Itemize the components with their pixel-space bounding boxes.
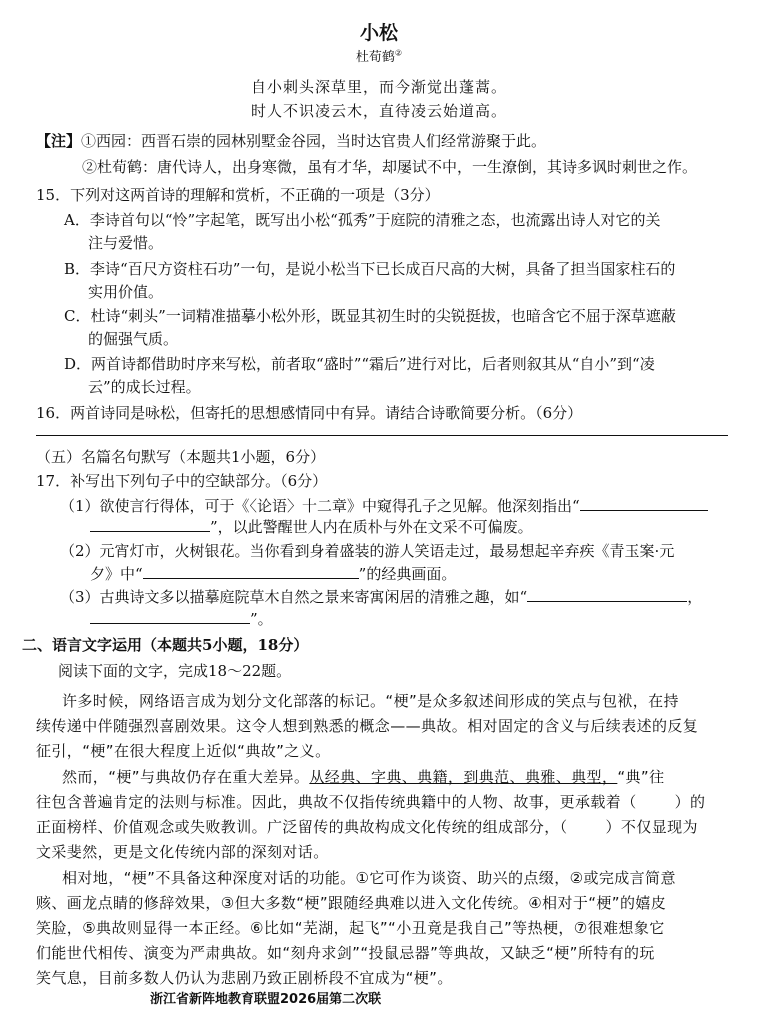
q15-option-b-cont: 实用价值。 [88, 283, 164, 301]
q15-option-d: D．两首诗都借助时序来写松，前者取“盛时”“霜后”进行对比，后者则叙其从“自小”到“凌 [64, 355, 655, 373]
blank-1b[interactable] [90, 517, 210, 532]
q17-item-3: （3）古典诗文多以描摹庭院草木自然之景来寄寓闲居的清雅之趣，如“ ， [60, 588, 703, 606]
section-5-heading: （五）名篇名句默写（本题共1小题，6分） [36, 448, 326, 466]
blank-3a[interactable] [527, 587, 687, 602]
blank-3b[interactable] [90, 609, 250, 624]
passage-p3-line-3: 笑脸，⑤典故则显得一本正经。⑥比如“芜湖，起飞”“小丑竟是我自己”等热梗，⑦很难想象它 [36, 919, 665, 937]
passage-p1-line-1: 许多时候，网络语言成为划分文化部落的标记。“梗”是众多叙述间形成的笑点与包袱，在持 [62, 692, 679, 710]
note-2: ②杜荀鹤：唐代诗人，出身寒微，虽有才华，却屡试不中，一生潦倒，其诗多讽时刺世之作。 [82, 158, 698, 176]
q17-item-1: （1）欲使言行得体，可于《〈论语〉十二章》中窥得孔子之见解。他深刻指出“ [60, 495, 708, 516]
q15-option-a-cont: 注与爱惜。 [88, 234, 164, 252]
passage-p1-line-3: 征引，“梗”在很大程度上近似“典故”之义。 [36, 742, 331, 760]
q17-item-3-cont: ”。 [90, 608, 273, 629]
q15-option-c-cont: 的倔强气质。 [88, 330, 179, 348]
q15-stem: 15．下列对这两首诗的理解和赏析，不正确的一项是（3分） [36, 186, 440, 204]
passage-p1-line-2: 续传递中伴随强烈喜剧效果。这令人想到熟悉的概念——典故。相对固定的含义与后续表述的反复 [36, 717, 699, 735]
q17-item-2-cont: 夕》中“ ”的经典画面。 [90, 565, 457, 583]
passage-p3-line-5: 笑气息，目前多数人仍认为悲剧乃致正剧桥段不宜成为“梗”。 [36, 969, 453, 987]
poem-title: 小松 [359, 22, 398, 44]
passage-p2-line-2: 往包含普遍肯定的法则与标准。因此，典故不仅指传统典籍中的人物、故事，更承载着（ ）的 [36, 793, 706, 811]
blank-1a[interactable] [580, 496, 708, 511]
q17-item-2: （2）元宵灯市，火树银花。当你看到身着盛装的游人笑语走过，最易想起辛弃疾《青玉案·元 [60, 542, 675, 560]
passage-p3-line-4: 们能世代相传、演变为严肃典故。如“刻舟求剑”“投鼠忌器”等典故，又缺乏“梗”所特有的玩 [36, 944, 655, 962]
q15-option-a: A．李诗首句以“怜”字起笔，既写出小松“孤秀”于庭院的清雅之态，也流露出诗人对它的关 [64, 211, 661, 229]
poem-line-1: 自小刺头深草里，而今渐觉出蓬蒿。 [250, 78, 507, 96]
q17-stem: 17．补写出下列句子中的空缺部分。（6分） [36, 472, 328, 490]
passage-p3-line-1: 相对地，“梗”不具备这种深度对话的功能。①它可作为谈资、助兴的点缀，②或完成言简意 [62, 869, 676, 887]
passage-p3-line-2: 赅、画龙点睛的修辞效果，③但大多数“梗”跟随经典难以进入文化传统。④相对于“梗”的嬉皮 [36, 894, 667, 912]
reading-instruction: 阅读下面的文字，完成18～22题。 [58, 662, 292, 680]
poem-line-2: 时人不识凌云木，直待凌云始道高。 [250, 102, 507, 120]
author-note-mark: ② [394, 48, 403, 58]
poem-author: 杜荀鹤② [355, 48, 403, 65]
passage-p2-line-3: 正面榜样、价值观念或失败教训。广泛留传的典故构成文化传统的组成部分，（ ）不仅显现为 [36, 818, 698, 836]
q16-stem: 16．两首诗同是咏松，但寄托的思想感情同中有异。请结合诗歌简要分析。（6分） [36, 404, 583, 422]
answer-line [36, 435, 728, 436]
passage-p2-line-4: 文采斐然，更是文化传统内部的深刻对话。 [36, 843, 329, 861]
note-1: 【注】①西园：西晋石崇的园林别墅金谷园，当时达官贵人们经常游聚于此。 [36, 132, 547, 150]
footer-text: 浙江省新阵地教育联盟2026届第二次联 [150, 992, 382, 1007]
section-2-heading: 二、语言文字运用（本题共5小题，18分） [22, 636, 309, 654]
blank-2[interactable] [143, 564, 359, 579]
underlined-phrase: 从经典、字典、典籍，到典范、典雅、典型， [309, 768, 618, 786]
q15-option-b: B．李诗“百尺方资柱石功”一句，是说小松当下已长成百尺高的大树，具备了担当国家柱石的 [64, 260, 676, 278]
q15-option-d-cont: 云”的成长过程。 [88, 378, 201, 396]
q15-option-c: C．杜诗“刺头”一词精准描摹小松外形，既显其初生时的尖锐挺拔，也暗含它不屈于深草遮蔽 [64, 307, 676, 325]
passage-p2-line-1: 然而，“梗”与典故仍存在重大差异。从经典、字典、典籍，到典范、典雅、典型，“典”往 [62, 768, 665, 786]
q17-item-1-cont: ”，以此警醒世人内在质朴与外在文采不可偏废。 [90, 516, 533, 537]
